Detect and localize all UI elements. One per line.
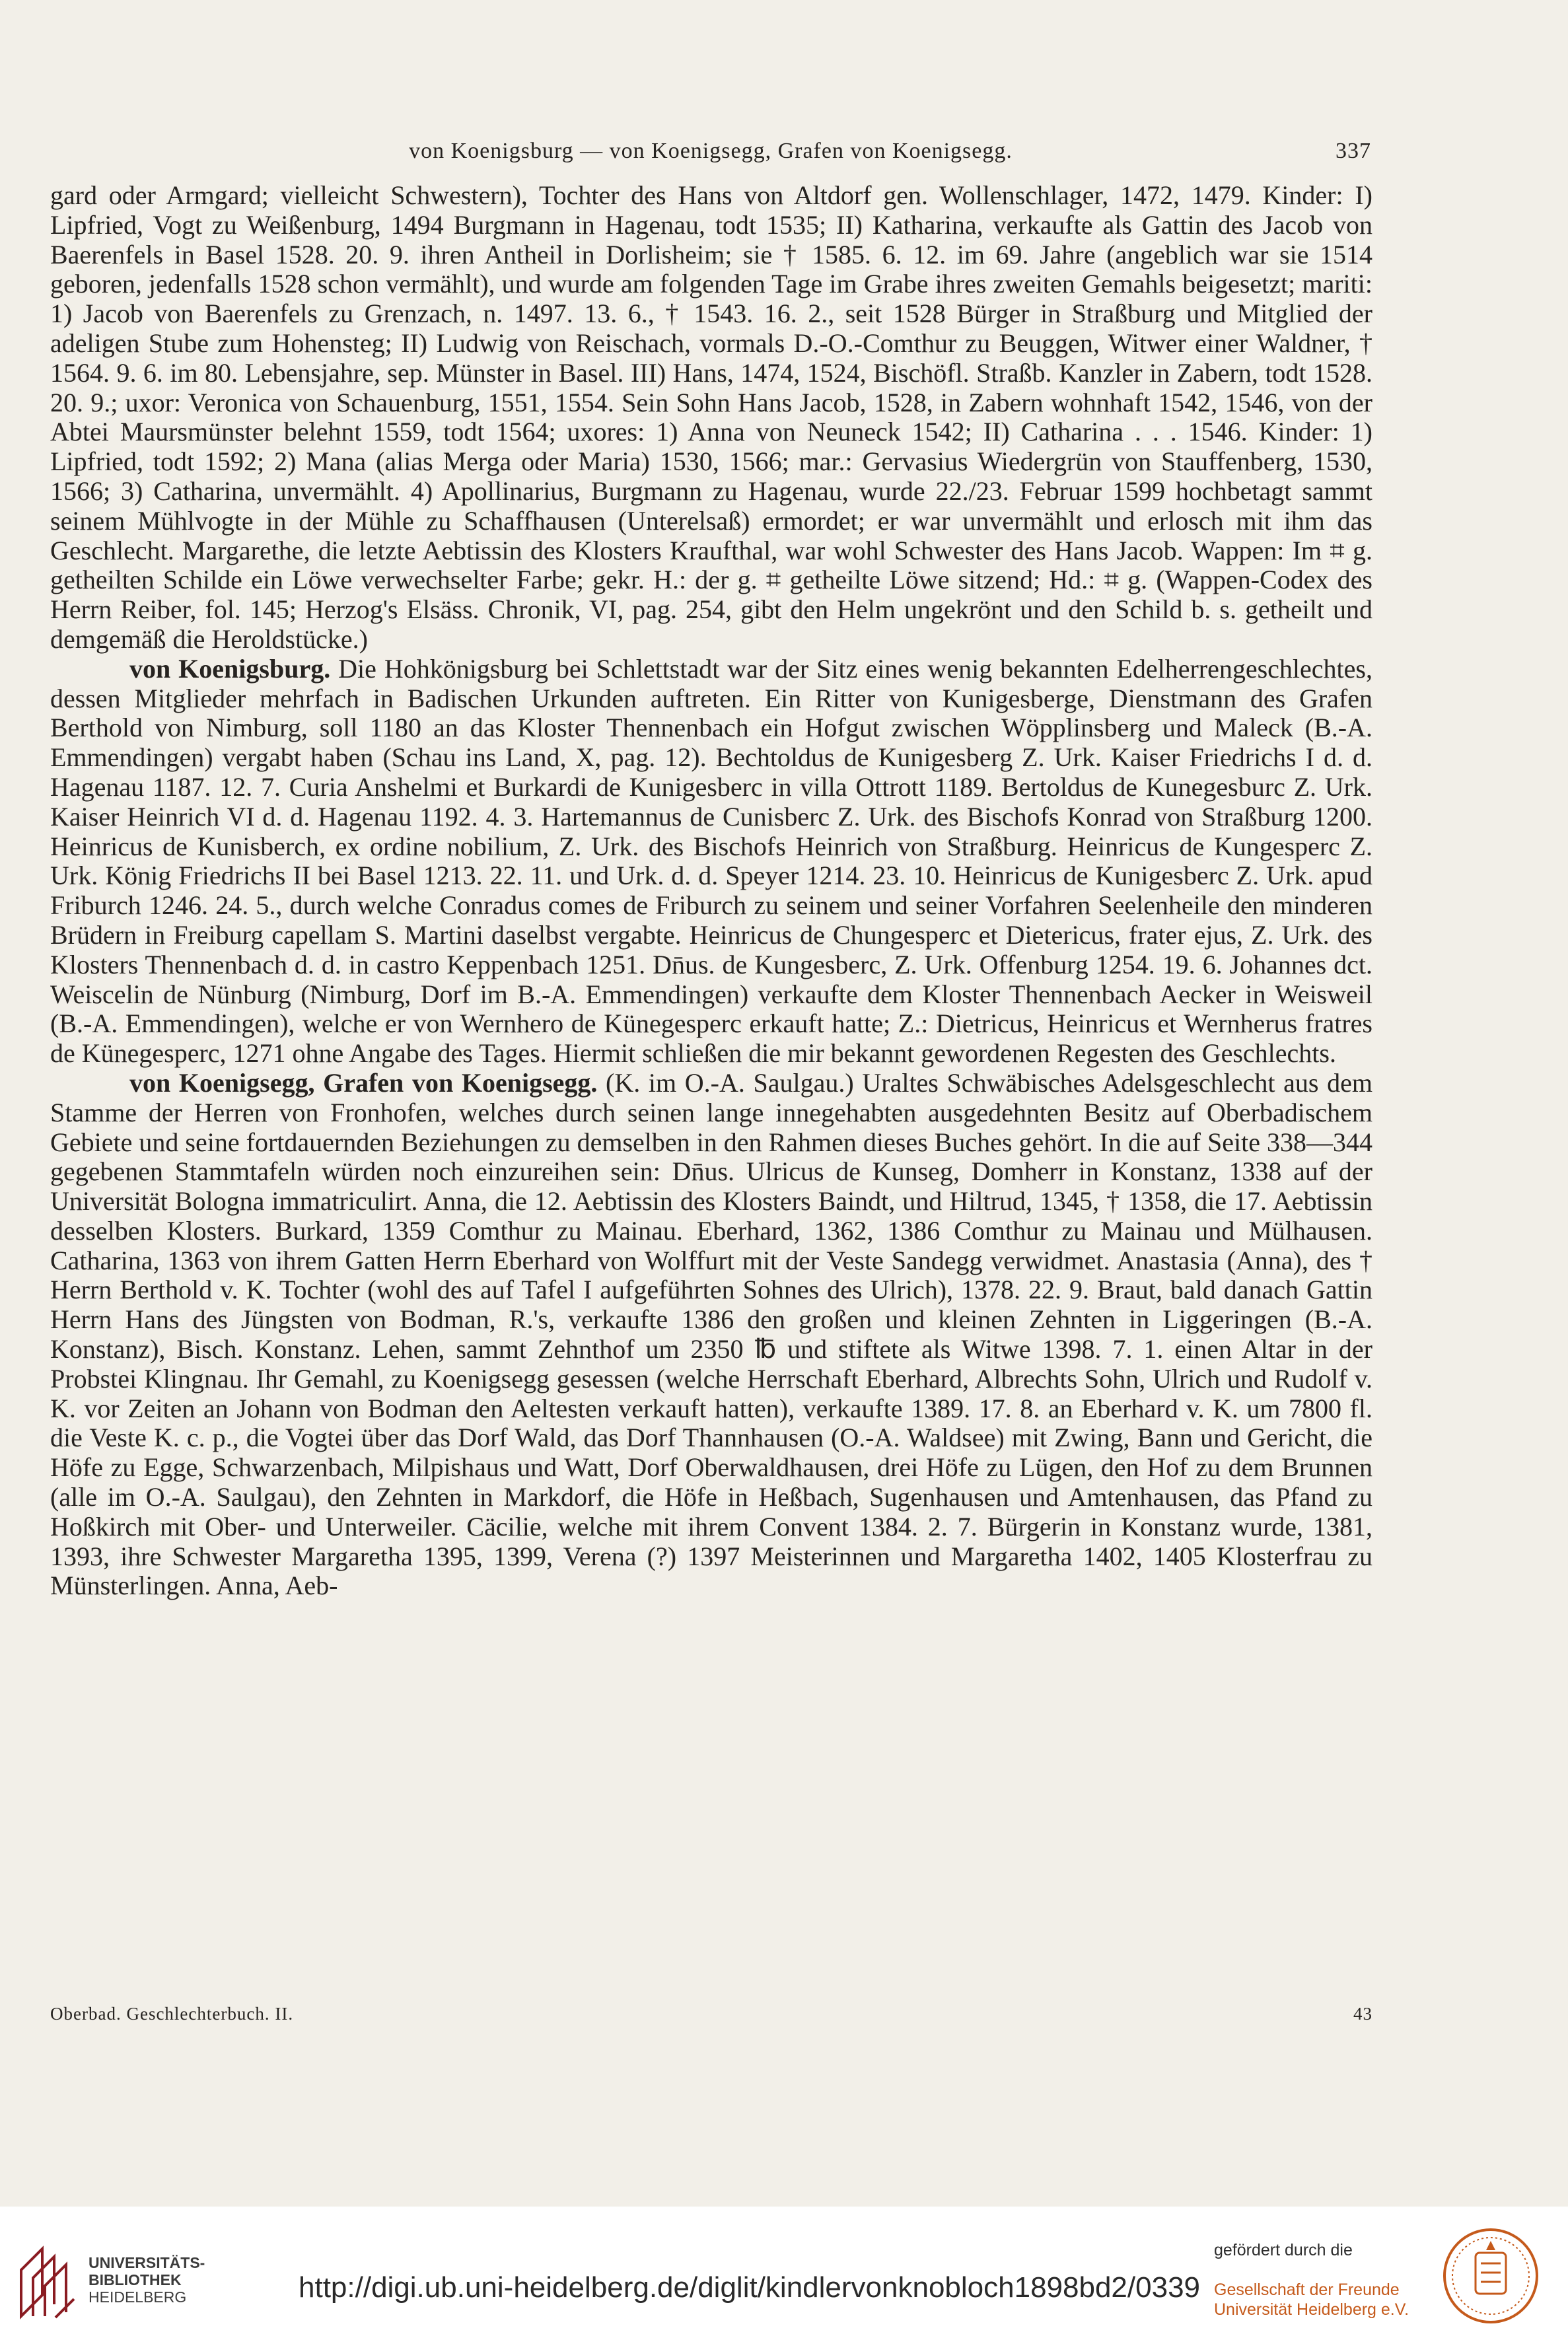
sponsor-block [1214,2241,1425,2319]
sponsor-name-line1: Gesellschaft der Freunde [1214,2281,1400,2299]
library-name-line2: BIBLIOTHEK [89,2271,182,2288]
paragraph-koenigsegg [50,1069,1372,1601]
entry-heading-koenigsburg: von Koenigsburg. [129,653,331,684]
footer-signature: 43 [1353,2004,1372,2024]
entry-text-koenigsegg: (K. im O.-A. Saulgau.) Uraltes Schwäbisches Adelsgeschlecht aus dem Stamme der Herren von Fronhofen, welches durch seinen lange innegehabten ausgedehnten Besitz auf Oberbadischem Gebiete und seine fortdauernden Beziehungen zu demselben in den Rahmen dieses Buches gehört. In die auf Seite 338—344 gegebenen Stammtafeln würden noch einzureihen sein: Dn̄us. Ulricus de Kunseg, Domherr in Konstanz, 1338 auf der Universität Bologna immatriculirt. Anna, die 12. Aebtissin des Klosters Baindt, und Hiltrud, 1345, † 1358, die 17. Aebtissin desselben Klosters. Burkard, 1359 Comthur zu Mainau. Eberhard, 1362, 1386 Comthur zu Mainau und Mülhausen. Catharina, 1363 von ihrem Gatten Herrn Eberhard von Wolffurt mit der Veste Sandegg verwidmet. Anastasia (Anna), des † Herrn Berthold v. K. Tochter (wohl des auf Tafel I aufgeführten Sohnes des Ulrich), 1378. 22. 9. Braut, bald danach Gattin Herrn Hans des Jüngsten von Bodman, R.'s, verkaufte 1386 den großen und kleinen Zehnten in Liggeringen (B.-A. Konstanz), Bisch. Konstanz. Lehen, sammt Zehnthof um 2350 ℔ und stiftete als Witwe 1398. 7. 1. einen Altar in der Probstei Klingnau. Ihr Gemahl, zu Koenigsegg gesessen (welche Herrschaft Eberhard, Albrechts Sohn, Ulrich und Rudolf v. K. vor Zeiten an Johann von Bodman den Aeltesten verkauft hatten), verkaufte 1389. 17. 8. an Eberhard v. K. um 7800 fl. die Veste K. c. p., die Vogtei über das Dorf Wald, das Dorf Thannhausen (O.-A. Waldsee) mit Zwing, Bann und Gericht, die Höfe zu Egge, Schwarzenbach, Milpishaus und Watt, Dorf Oberwaldhausen, drei Höfe zu Lügen, den Hof zu dem Brunnen (alle im O.-A. Saulgau), den Zehnten in Markdorf, die Höfe in Heßbach, Sugenhausen und Amtenhausen, das Pfand zu Hoßkirch mit Ober- und Unterweiler. Cäcilie, welche mit ihrem Convent 1384. 2. 7. Bürgerin in Konstanz wurde, 1381, 1393, ihre Schwester Margaretha 1395, 1399, Verena (?) 1397 Meisterinnen und Margaretha 1402, 1405 Klosterfrau zu Münsterlingen. Anna, Aeb- [50,1067,1372,1601]
entry-text-koenigsburg: Die Hohkönigsburg bei Schlettstadt war der Sitz eines wenig bekannten Edelherrengeschlechtes, dessen Mitglieder mehrfach in Badischen Urkunden auftreten. Ein Ritter von Kunigesberge, Dienstmann des Grafen Berthold von Nimburg, soll 1180 an das Kloster Thennenbach ein Hofgut zwischen Wöpplinsberg und Maleck (B.-A. Emmendingen) vergabt haben (Schau ins Land, X, pag. 12). Bechtoldus de Kunigesberg Z. Urk. Kaiser Friedrichs I d. d. Hagenau 1187. 12. 7. Curia Anshelmi et Burkardi de Kunigesberc in villa Ottrott 1189. Bertoldus de Kunegesburc Z. Urk. Kaiser Heinrich VI d. d. Hagenau 1192. 4. 3. Hartemannus de Cunisberc Z. Urk. des Bischofs Konrad von Straßburg 1200. Heinricus de Kunisberch, ex ordine nobilium, Z. Urk. des Bischofs Heinrich von Straßburg. Heinricus de Kungesperc Z. Urk. König Friedrichs II bei Basel 1213. 22. 11. und Urk. d. d. Speyer 1214. 23. 10. Heinricus de Kunigesberc Z. Urk. apud Friburch 1246. 24. 5., durch welche Conradus comes de Friburch zu seinem und seiner Vorfahren Seelenheile den minderen Brüdern in Freiburg capellam S. Martini daselbst vergabte. Heinricus de Chungesperc et Dietericus, frater ejus, Z. Urk. des Klosters Thennenbach d. d. in castro Keppenbach 1251. Dn̄us. de Kungesberc, Z. Urk. Offenburg 1254. 19. 6. Johannes dct. Weiscelin de Nünburg (Nimburg, Dorf im B.-A. Emmendingen) verkaufte dem Kloster Thennenbach Aecker in Weisweil (B.-A. Emmendingen), welche er von Wernhero de Künegesperc erkauft hatte; Z.: Dietricus, Heinricus et Wernherus fratres de Künegesperc, 1271 ohne Angabe des Tages. Hiermit schließen die mir bekannt gewordenen Regesten des Geschlechts. [50,653,1372,1069]
library-name-line3: HEIDELBERG [89,2288,187,2306]
page-footer [50,2004,1372,2024]
paragraph-koenigsburg [50,655,1372,1069]
paragraph-continuation: gard oder Armgard; vielleicht Schwestern), Tochter des Hans von Altdorf gen. Wollenschlager, 1472, 1479. Kinder: I) Lipfried, Vogt zu Weißenburg, 1494 Burgmann in Hagenau, todt 1535; II) Katharina, verkaufte als Gattin des Jacob von Baerenfels in Basel 1528. 20. 9. ihren Antheil in Dorlisheim; sie † 1585. 6. 12. im 69. Jahre (angeblich war sie 1514 geboren, jedenfalls 1528 schon vermählt), und wurde am folgenden Tage im Grabe ihres zweiten Gemahls beigesetzt; mariti: 1) Jacob von Baerenfels zu Grenzach, n. 1497. 13. 6., † 1543. 16. 2., seit 1528 Bürger in Straßburg und Mitglied der adeligen Stube zum Hohensteg; II) Ludwig von Reischach, vormals D.-O.-Comthur zu Beuggen, Witwer einer Waldner, † 1564. 9. 6. im 80. Lebensjahre, sep. Münster in Basel. III) Hans, 1474, 1524, Bischöfl. Straßb. Kanzler in Zabern, todt 1528. 20. 9.; uxor: Veronica von Schauenburg, 1551, 1554. Sein Sohn Hans Jacob, 1528, in Zabern wohnhaft 1542, 1546, von der Abtei Maursmünster belehnt 1559, todt 1564; uxores: 1) Anna von Neuneck 1542; II) Catharina . . . 1546. Kinder: 1) Lipfried, todt 1592; 2) Mana (alias Merga oder Maria) 1530, 1566; mar.: Gervasius Wiedergrün von Stauffenberg, 1530, 1566; 3) Catharina, unvermählt. 4) Apollinarius, Burgmann zu Hagenau, wurde 22./23. Februar 1599 hochbetagt sammt seinem Mühlvogte in der Mühle zu Schaffhausen (Unterelsaß) ermordet; er war unvermählt und erlosch mit ihm das Geschlecht. Margarethe, die letzte Aebtissin des Klosters Kraufthal, war wohl Schwester des Hans Jacob. Wappen: Im ⌗ g. getheilten Schilde ein Löwe verwechselter Farbe; gekr. H.: der g. ⌗ getheilte Löwe sitzend; Hd.: ⌗ g. (Wappen-Codex des Herrn Reiber, fol. 145; Herzog's Elsäss. Chronik, VI, pag. 254, gibt den Helm ungekrönt und den Schild b. s. getheilt und demgemäß die Heroldstücke.) [50,180,1372,654]
library-name [89,2254,205,2306]
entry-heading-koenigsegg: von Koenigsegg, Grafen von Koenigsegg. [129,1067,598,1098]
running-header [50,139,1371,180]
permalink-url[interactable]: http://digi.ub.uni-heidelberg.de/diglit/kindlervonknobloch1898bd2/0339 [299,2271,1201,2304]
sponsor-label: gefördert durch die [1214,2241,1353,2259]
running-title: von Koenigsburg — von Koenigsegg, Grafen von Koenigsegg. [409,139,1013,163]
footer-book-title: Oberbad. Geschlechterbuch. II. [50,2004,294,2024]
library-name-line1: UNIVERSITÄTS- [89,2254,205,2271]
digitization-banner [0,2207,1568,2336]
page-body [50,181,1372,1601]
page-number: 337 [1336,139,1371,163]
sponsor-name-line2: Universität Heidelberg e.V. [1214,2300,1409,2319]
university-seal-icon [1441,2226,1540,2325]
library-logo-icon [16,2244,79,2321]
